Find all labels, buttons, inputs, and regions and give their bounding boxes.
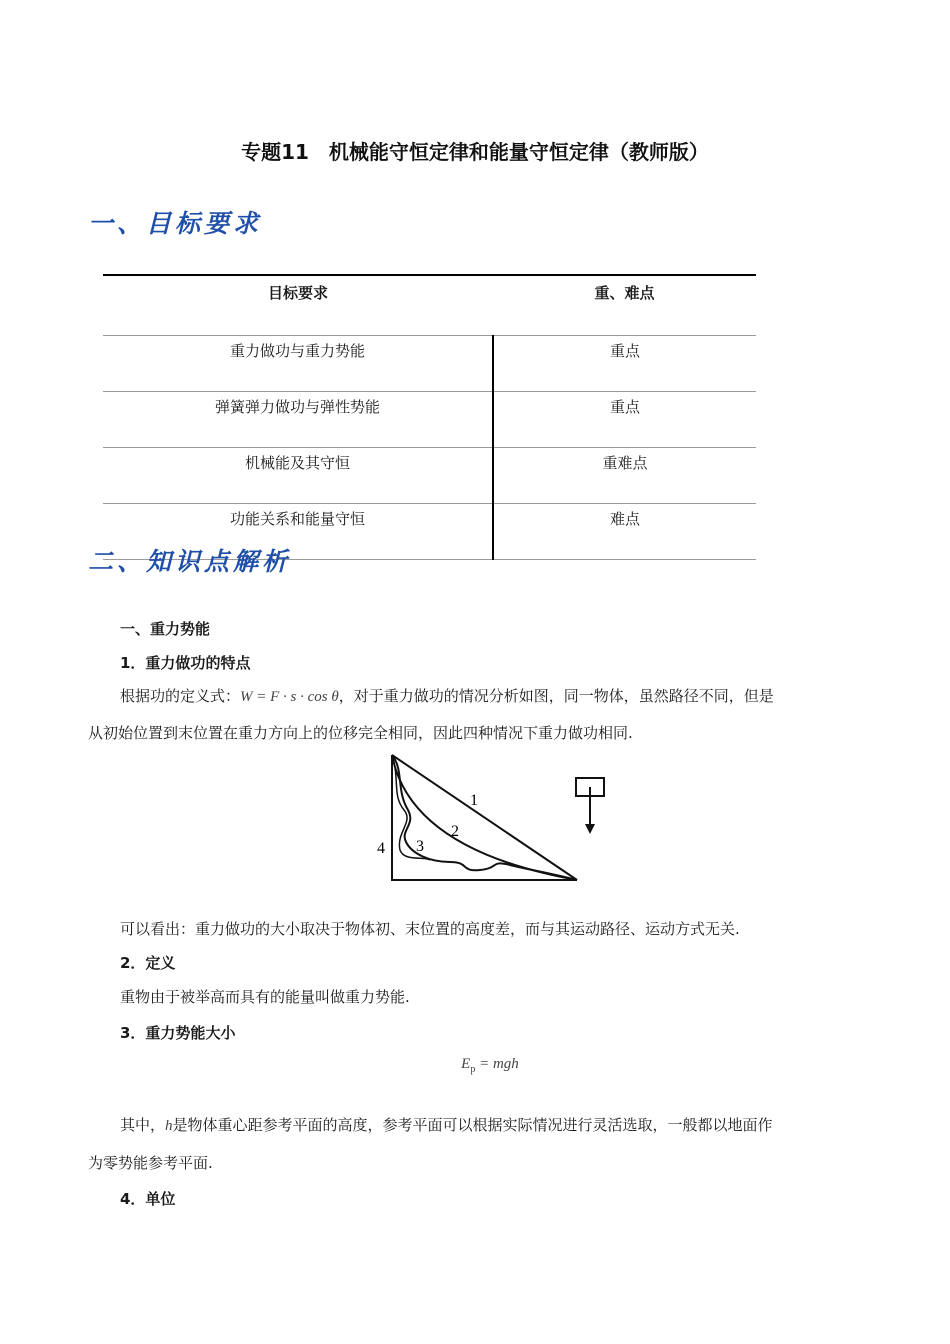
table-cell-goal: 功能关系和能量守恒 <box>103 504 493 560</box>
symbol-h: h <box>165 1118 173 1134</box>
table-cell-goal: 机械能及其守恒 <box>103 448 493 504</box>
work-formula: W = F · s · cos θ <box>240 689 339 705</box>
table-cell-goal: 弹簧弹力做功与弹性势能 <box>103 392 493 448</box>
subheading-gravity-work: 1．重力做功的特点 <box>120 654 251 672</box>
path-label-3: 3 <box>416 838 424 855</box>
formula-rhs: = mgh <box>475 1056 519 1072</box>
paragraph-work-definition <box>120 685 880 708</box>
path-label-2: 2 <box>451 823 459 840</box>
paragraph-conclusion: 可以看出：重力做功的大小取决于物体初、末位置的高度差，而与其运动路径、运动方式无关. <box>120 920 740 938</box>
section-heading-knowledge: 二、知识点解析 <box>88 547 292 576</box>
path-label-4: 4 <box>377 840 385 857</box>
table-cell-difficulty: 重点 <box>493 336 756 392</box>
formula-subscript: p <box>470 1064 476 1075</box>
paragraph-definition: 重物由于被举高而具有的能量叫做重力势能. <box>120 988 410 1006</box>
path-1-straight <box>392 755 577 880</box>
table-row <box>103 336 756 392</box>
formula-symbol-e: E <box>461 1056 471 1072</box>
subheading-pe-magnitude: 3．重力势能大小 <box>120 1024 236 1042</box>
gravity-work-path-figure <box>370 750 610 885</box>
table-header-row <box>103 275 756 336</box>
table-cell-difficulty: 重点 <box>493 392 756 448</box>
paragraph-work-line2: 从初始位置到末位置在重力方向上的位移完全相同，因此四种情况下重力做功相同. <box>88 724 633 742</box>
subheading-unit: 4．单位 <box>120 1190 176 1208</box>
paragraph-text: 是物体重心距参考平面的高度，参考平面可以根据实际情况进行灵活选取，一般都以地面作 <box>172 1116 773 1134</box>
pe-formula <box>0 1056 950 1075</box>
arrow-head-icon <box>585 824 595 834</box>
goals-table <box>103 274 756 560</box>
document-title: 专题11 机械能守恒定律和能量守恒定律（教师版） <box>241 140 709 164</box>
table-cell-difficulty: 重难点 <box>493 448 756 504</box>
table-row <box>103 448 756 504</box>
paragraph-height-line2: 为零势能参考平面. <box>88 1154 213 1172</box>
table-header-difficulty: 重、难点 <box>594 284 655 302</box>
paragraph-height-explanation <box>120 1114 773 1137</box>
table-cell-difficulty: 难点 <box>493 504 756 560</box>
subheading-definition: 2．定义 <box>120 954 176 972</box>
paragraph-text: ，对于重力做功的情况分析如图，同一物体，虽然路径不同，但是 <box>338 687 774 705</box>
section-heading-goals: 一、目标要求 <box>88 209 263 238</box>
paragraph-text: 根据功的定义式： <box>120 687 241 705</box>
table-cell-goal: 重力做功与重力势能 <box>103 336 493 392</box>
paragraph-text: 其中， <box>120 1116 166 1134</box>
path-label-1: 1 <box>470 792 478 809</box>
subheading-gravitational-pe: 一、重力势能 <box>120 620 211 638</box>
table-row <box>103 392 756 448</box>
table-header-goal: 目标要求 <box>267 284 328 302</box>
